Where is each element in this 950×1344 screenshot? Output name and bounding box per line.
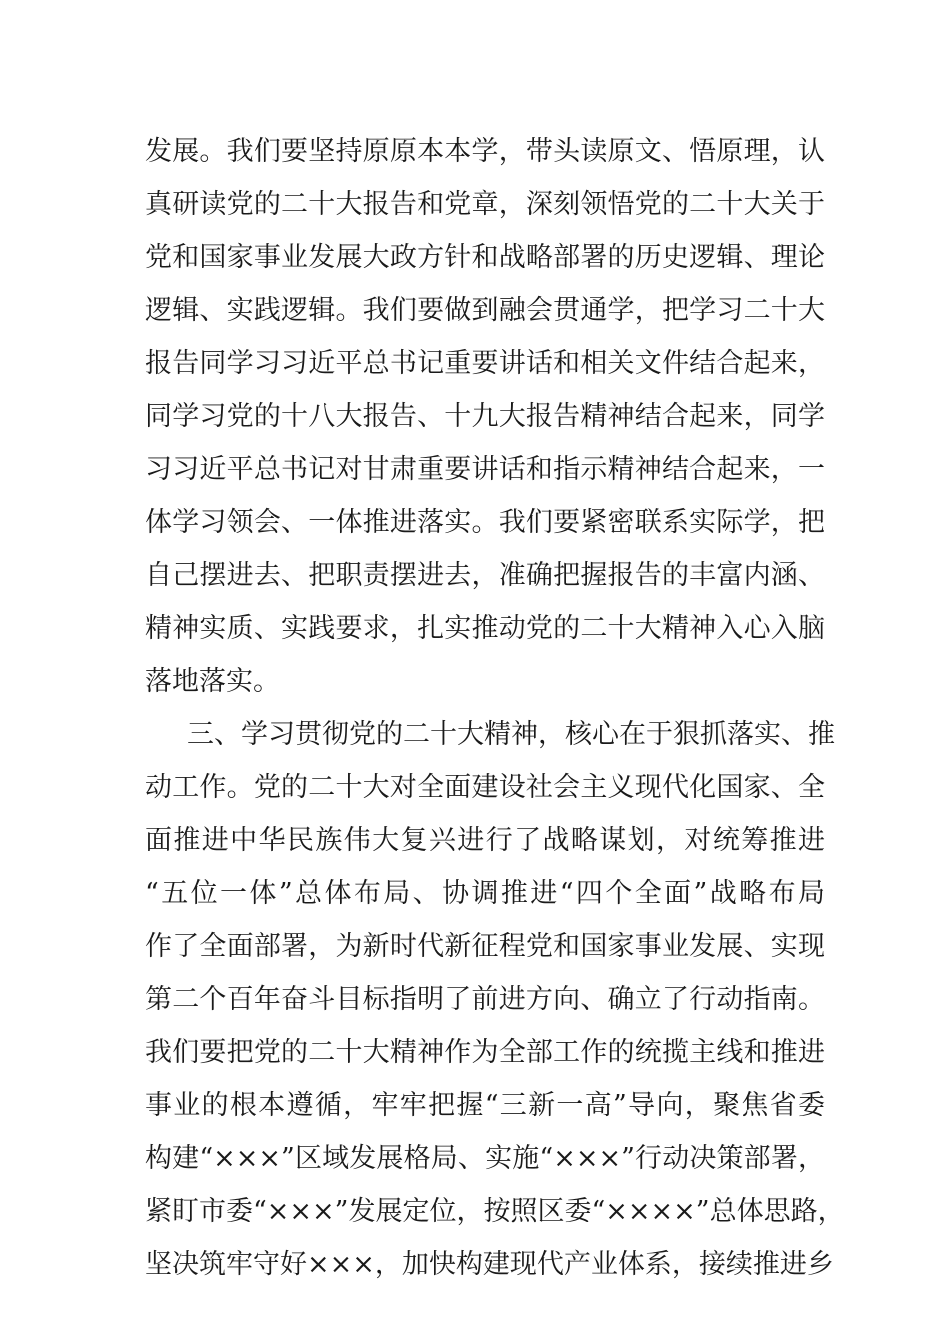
text-line: 精神实质、实践要求，扎实推动党的二十大精神入心入脑 [145,613,825,644]
text-line: 第二个百年奋斗目标指明了前进方向、确立了行动指南。 [145,984,825,1015]
text-line: 紧盯市委“×××”发展定位，按照区委“××××”总体思路， [145,1196,845,1227]
text-line: 动工作。党的二十大对全面建设社会主义现代化国家、全 [145,772,825,803]
text-line: 报告同学习习近平总书记重要讲话和相关文件结合起来， [145,348,825,379]
text-line: 习习近平总书记对甘肃重要讲话和指示精神结合起来，一 [145,454,825,485]
text-line: 逻辑、实践逻辑。我们要做到融会贯通学，把学习二十大 [145,295,825,326]
text-line: 面推进中华民族伟大复兴进行了战略谋划，对统筹推进 [145,825,825,856]
text-line: 党和国家事业发展大政方针和战略部署的历史逻辑、理论 [145,242,825,273]
section-three-first-line: 三、学习贯彻党的二十大精神，核心在于狠抓落实、推 [187,719,835,750]
text-line: 坚决筑牢守好×××，加快构建现代产业体系，接续推进乡 [145,1249,834,1280]
text-line: 事业的根本遵循，牢牢把握“三新一高”导向，聚焦省委 [145,1090,825,1121]
text-line: 真研读党的二十大报告和党章，深刻领悟党的二十大关于 [145,189,825,220]
text-line: 同学习党的十八大报告、十九大报告精神结合起来，同学 [145,401,825,432]
text-line: 我们要把党的二十大精神作为全部工作的统揽主线和推进 [145,1037,825,1068]
text-line: 作了全面部署，为新时代新征程党和国家事业发展、实现 [145,931,825,962]
text-line: “五位一体”总体布局、协调推进“四个全面”战略布局 [145,878,825,909]
text-line: 发展。我们要坚持原原本本学，带头读原文、悟原理，认 [145,136,825,167]
body-text [145,125,845,1291]
text-line: 体学习领会、一体推进落实。我们要紧密联系实际学，把 [145,507,825,538]
text-line: 构建“×××”区域发展格局、实施“×××”行动决策部署， [145,1143,825,1174]
paragraph-end-line: 落地落实。 [145,666,280,697]
text-line: 自己摆进去、把职责摆进去，准确把握报告的丰富内涵、 [145,560,825,591]
